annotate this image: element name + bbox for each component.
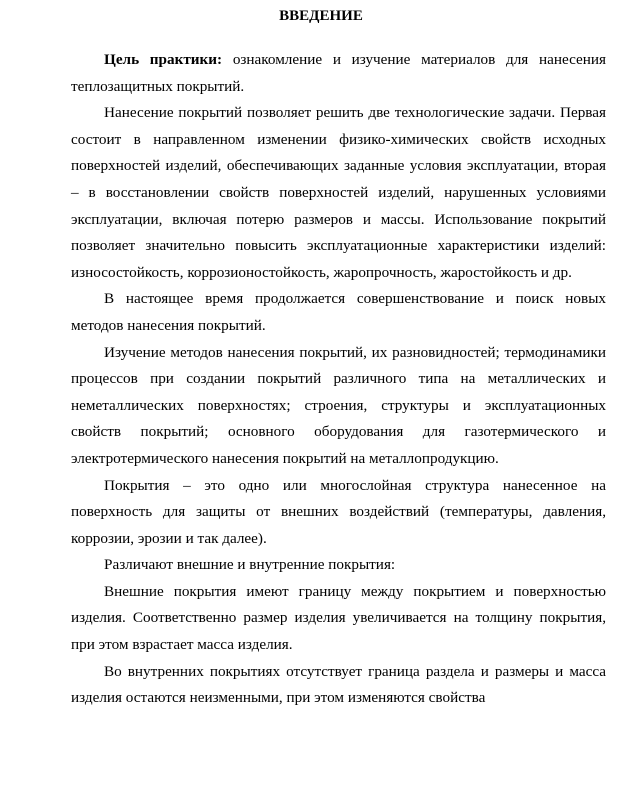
paragraph-text: Во внутренних покрытиях отсутствует граница раздела и размеры и масса изделия остаются неизменными, при этом изменяются свойства: [71, 662, 606, 707]
paragraph-coating-tasks: [71, 100, 606, 286]
document-body: [71, 47, 606, 712]
goal-text: ознакомление и изучение материалов для нанесения теплозащитных покрытий.: [71, 51, 606, 95]
paragraph-text: Внешние покрытия имеют границу между покрытием и поверхностью изделия. Соответственно размер изделия увеличивается на толщину покрытия, при этом взрастает масса изделия.: [71, 582, 606, 654]
paragraph-goal: [71, 47, 606, 100]
paragraph-current-state: [71, 286, 606, 339]
goal-label: Цель практики:: [104, 51, 223, 68]
paragraph-text: В настоящее время продолжается совершенствование и поиск новых методов нанесения покрытий.: [71, 290, 606, 334]
paragraph-external-coatings: [71, 579, 606, 659]
paragraph-coating-definition: [71, 473, 606, 553]
paragraph-text: Нанесение покрытий позволяет решить две технологические задачи. Первая состоит в направленном изменении физико-химических свойств исходных поверхностей изделий, обеспечивающих заданные условия эксплуатации, вторая – в восстановлении свойств поверхностей изделий, нарушенных условиями эксплуатации, включая потерю размеров и массы. Использование покрытий позволяет значительно повысить эксплуатационные характеристики изделий: износостойкость, коррозионостойкость, жаропрочность, жаростойкость и др.: [71, 104, 606, 281]
paragraph-text: Различают внешние и внутренние покрытия:: [104, 556, 396, 574]
paragraph-text: Покрытия – это одно или многослойная структура нанесенное на поверхность для защиты от внешних воздействий (температуры, давления, коррозии, эрозии и так далее).: [71, 476, 606, 547]
paragraph-study-methods: [71, 340, 606, 473]
page-title: ВВЕДЕНИЕ: [279, 8, 363, 24]
paragraph-text: Изучение методов нанесения покрытий, их разновидностей; термодинамики процессов при создании покрытий различного типа на металлических и неметаллических поверхностях; строения, структуры и эксплуатационных свойств покрытий; основного оборудования для газотермического и электротермического нанесения покрытий на металлопродукцию.: [71, 343, 606, 467]
paragraph-internal-coatings: [71, 659, 606, 712]
paragraph-coating-types: [71, 552, 606, 579]
